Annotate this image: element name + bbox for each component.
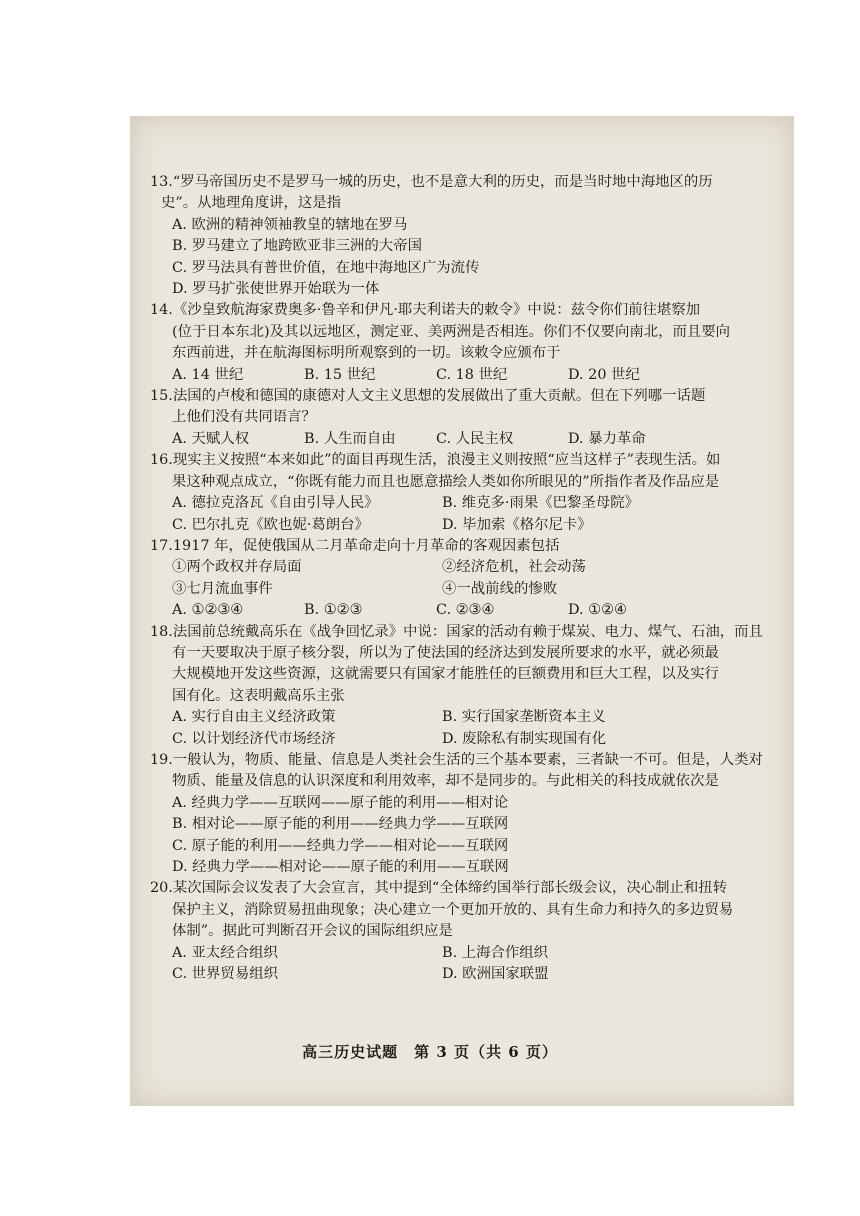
option-c: C. 罗马法具有普世价值，在地中海地区广为流传 [172, 259, 480, 276]
factor-item: ③七月流血事件 [172, 580, 273, 597]
question-13 [150, 172, 790, 300]
option-b: B. 人生而自由 [304, 430, 396, 447]
options-row [150, 707, 790, 728]
option-c: C. 巴尔扎克《欧也妮·葛朗台》 [172, 516, 369, 533]
question-16 [150, 450, 790, 536]
options-row [150, 943, 790, 964]
question-stem: 有一天要取决于原子核分裂，所以为了使法国的经济达到发展所要求的水平，就必须最 [172, 644, 719, 661]
option-a: A. ①②③④ [172, 602, 244, 619]
option-d: D. ①②④ [568, 602, 627, 619]
factors-row [150, 557, 790, 578]
question-stem: 保护主义，消除贸易扭曲现象；决心建立一个更加开放的、具有生命力和持久的多边贸易 [172, 901, 734, 918]
page-footer: 高三历史试题 第 3 页（共 6 页） [302, 1043, 558, 1061]
question-17 [150, 536, 790, 622]
question-stem: 东西前进，并在航海图标明所观察到的一切。该敕令应颁布于 [172, 345, 561, 362]
option-c: C. 世界贸易组织 [172, 966, 278, 983]
option-d: D. 废除私有制实现国有化 [442, 730, 607, 747]
question-stem: 13.“罗马帝国历史不是罗马一城的历史，也不是意大利的历史，而是当时地中海地区的历 [150, 174, 713, 190]
factor-item: ②经济危机，社会动荡 [442, 559, 586, 576]
option-d: D. 经典力学——相对论——原子能的利用——互联网 [172, 859, 509, 875]
option-b: B. 实行国家垄断资本主义 [442, 709, 606, 726]
exam-content [150, 172, 790, 985]
question-stem: 16.现实主义按照“本来如此”的面目再现生活，浪漫主义则按照“应当这样子”表现生活。如 [150, 452, 721, 469]
options-row [150, 429, 790, 450]
option-d: D. 暴力革命 [568, 430, 646, 447]
option-a: A. 亚太经合组织 [172, 944, 278, 961]
question-18 [150, 622, 790, 750]
question-stem: 体制”。据此可判断召开会议的国际组织应是 [172, 923, 453, 940]
question-stem: 上他们没有共同语言？ [172, 409, 316, 426]
question-stem: (位于日本东北)及其以远地区，测定亚、美两洲是否相连。你们不仅要向南北，而且要向 [172, 323, 731, 340]
question-20 [150, 878, 790, 985]
option-a: A. 实行自由主义经济政策 [172, 709, 336, 726]
option-a: A. 经典力学——互联网——原子能的利用——相对论 [172, 794, 509, 811]
option-c: C. 以计划经济代市场经济 [172, 730, 336, 747]
option-b: B. 罗马建立了地跨欧亚非三洲的大帝国 [172, 238, 422, 255]
option-b: B. ①②③ [304, 602, 363, 619]
options-row [150, 493, 790, 514]
factors-row [150, 579, 790, 600]
question-15 [150, 386, 790, 450]
options-row [150, 964, 790, 985]
question-stem: 物质、能量及信息的认识深度和利用效率，却不是同步的。与此相关的科技成就依次是 [172, 773, 719, 790]
option-d: D. 毕加索《格尔尼卡》 [442, 516, 592, 533]
option-c: C. ②③④ [436, 602, 495, 619]
option-b: B. 上海合作组织 [442, 944, 549, 961]
option-a: A. 德拉克洛瓦《自由引导人民》 [172, 495, 379, 512]
options-row [150, 729, 790, 750]
option-d: D. 欧洲国家联盟 [442, 966, 549, 983]
option-b: B. 相对论——原子能的利用——经典力学——互联网 [172, 816, 509, 833]
question-stem: 15.法国的卢梭和德国的康德对人文主义思想的发展做出了重大贡献。但在下列哪一话题 [150, 388, 706, 405]
options-row [150, 365, 790, 386]
question-14 [150, 300, 790, 386]
factor-item: ④一战前线的惨败 [442, 580, 558, 597]
options-row [150, 515, 790, 536]
question-stem: 史”。从地理角度讲，这是指 [161, 195, 342, 212]
option-a: A. 天赋人权 [172, 430, 250, 447]
option-d: D. 罗马扩张使世界开始联为一体 [172, 281, 380, 298]
question-19 [150, 750, 790, 878]
question-stem: 17.1917 年，促使俄国从二月革命走向十月革命的客观因素包括 [150, 537, 560, 554]
option-c: C. 人民主权 [436, 430, 514, 447]
option-a: A. 14 世纪 [172, 366, 244, 383]
question-stem: 国有化。这表明戴高乐主张 [172, 687, 345, 704]
option-b: B. 15 世纪 [304, 366, 376, 383]
factor-item: ①两个政权并存局面 [172, 559, 302, 576]
question-stem: 20.某次国际会议发表了大会宣言，其中提到“全体缔约国举行部长级会议，决心制止和扭转 [150, 880, 728, 897]
question-stem: 大规模地开发这些资源，这就需要只有国家才能胜任的巨额费用和巨大工程，以及实行 [172, 666, 719, 683]
option-c: C. 18 世纪 [436, 366, 508, 383]
option-a: A. 欧洲的精神领袖教皇的辖地在罗马 [172, 216, 408, 233]
question-stem: 19.一般认为，物质、能量、信息是人类社会生活的三个基本要素，三者缺一不可。但是，人类对 [150, 751, 763, 768]
question-stem: 18.法国前总统戴高乐在《战争回忆录》中说：国家的活动有赖于煤炭、电力、煤气、石油，而且 [150, 623, 763, 640]
option-c: C. 原子能的利用——经典力学——相对论——互联网 [172, 837, 509, 854]
option-d: D. 20 世纪 [568, 366, 640, 383]
option-b: B. 维克多·雨果《巴黎圣母院》 [442, 495, 639, 512]
options-row [150, 600, 790, 621]
question-stem: 果这种观点成立，“你既有能力而且也愿意描绘人类如你所眼见的”所指作者及作品应是 [172, 473, 720, 490]
question-stem: 14.《沙皇致航海家费奥多·鲁辛和伊凡·耶夫利诺夫的敕令》中说：兹令你们前往堪察加 [150, 302, 701, 319]
